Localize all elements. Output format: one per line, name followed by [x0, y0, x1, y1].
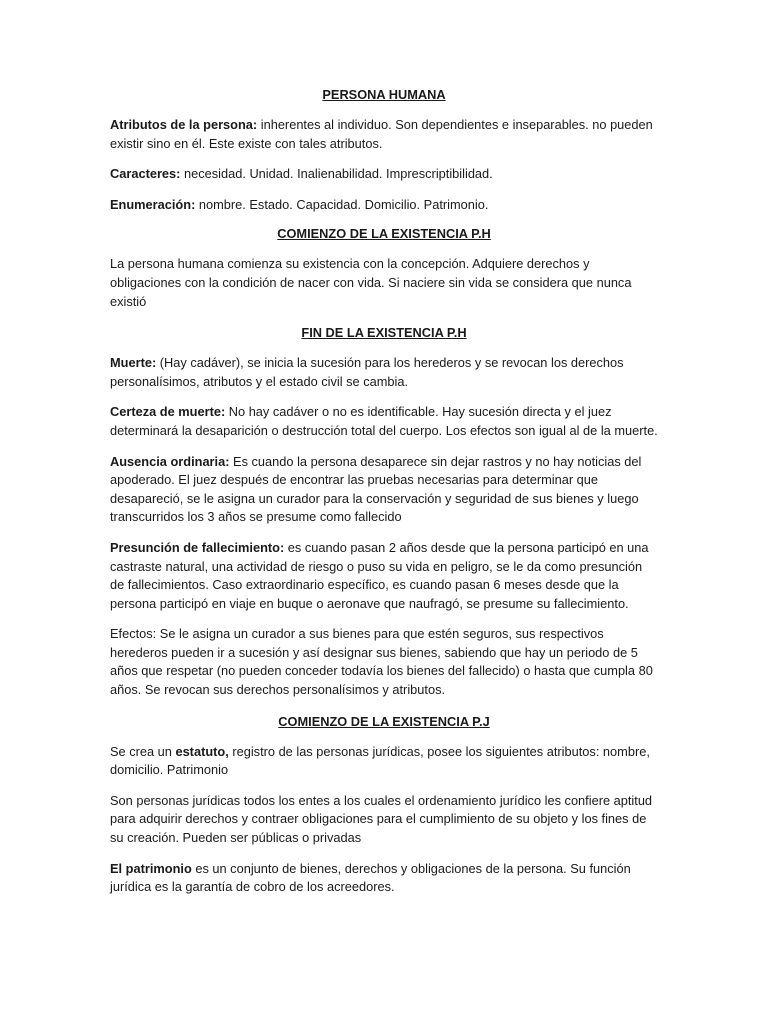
paragraph-patrimonio — [110, 860, 658, 897]
term-caracteres: Caracteres: — [110, 166, 181, 182]
term-presuncion: Presunción de fallecimiento: — [110, 539, 285, 555]
term-ausencia: Ausencia ordinaria: — [110, 453, 230, 469]
term-certeza: Certeza de muerte: — [110, 404, 226, 420]
paragraph-ausencia — [110, 453, 658, 527]
text-ausencia: Es cuando la persona desaparece sin dejar rastros y no hay noticias del apoderado. El juez después de encontrar las pruebas necesarias para determinar que desapareció, se le asigna un curador para la conservación y seguridad de sus bienes y luego transcurridos los 3 años se presume como fallecido — [110, 453, 642, 525]
heading-persona-humana: PERSONA HUMANA — [322, 87, 446, 102]
text-certeza: No hay cadáver o no es identificable. Hay sucesión directa y el juez determinará la desaparición o destrucción total del cuerpo. Los efectos son igual al de la muerte. — [110, 404, 658, 438]
heading-fin-ph: FIN DE LA EXISTENCIA P.H — [301, 325, 467, 341]
text-presuncion: es cuando pasan 2 años desde que la persona participó en una castraste natural, una actividad de riesgo o puso su vida en peligro, se le da como presunción de fallecimientos. Caso extraordinario específico, es cuando pasan 6 meses desde que la persona participó en viaje en buque o aeronave que naufragó, se presume su fallecimiento. — [110, 539, 649, 611]
paragraph-comienzo-ph: La persona humana comienza su existencia con la concepción. Adquiere derechos y obligaciones con la condición de nacer con vida. Si naciere sin vida se considera que nunca existió — [110, 256, 632, 309]
paragraph-estatuto — [110, 743, 658, 780]
term-estatuto: estatuto, — [175, 743, 229, 759]
text-estatuto-post: registro de las personas jurídicas, posee los siguientes atributos: nombre, domicilio. Patrimonio — [110, 743, 650, 778]
paragraph-caracteres — [110, 165, 658, 184]
term-patrimonio: El patrimonio — [110, 860, 192, 876]
heading-comienzo-pj: COMIENZO DE LA EXISTENCIA P.J — [278, 713, 490, 729]
paragraph-presuncion — [110, 539, 658, 613]
text-enumeracion: nombre. Estado. Capacidad. Domicilio. Patrimonio. — [195, 196, 489, 212]
paragraph-certeza — [110, 403, 658, 440]
text-patrimonio: es un conjunto de bienes, derechos y obligaciones de la persona. Su función jurídica es la garantía de cobro de los acreedores. — [110, 860, 631, 895]
paragraph-enumeracion — [110, 196, 658, 215]
paragraph-muerte — [110, 354, 658, 391]
term-muerte: Muerte: — [110, 355, 157, 371]
text-estatuto-pre: Se crea un — [110, 743, 176, 759]
term-enumeracion: Enumeración: — [110, 196, 196, 212]
text-caracteres: necesidad. Unidad. Inalienabilidad. Imprescriptibilidad. — [180, 166, 493, 182]
paragraph-personas-juridicas: Son personas jurídicas todos los entes a los cuales el ordenamiento jurídico les confiere aptitud para adquirir derechos y contraer obligaciones para el cumplimiento de su objeto y los fines de su creación. Pueden ser públicas o privadas — [110, 792, 653, 846]
term-atributos: Atributos de la persona: — [110, 117, 258, 132]
paragraph-efectos: Efectos: Se le asigna un curador a sus bienes para que estén seguros, sus respectivos herederos pueden ir a sucesión y así designar sus bienes, sabiendo que hay un periodo de 5 años que respetar (no pueden conceder todavía los bienes del fallecido) o hasta que cumpla 80 años. Se revocan sus derechos personalísimos y atributos. — [110, 626, 653, 698]
text-atributos: inherentes al individuo. Son dependientes e inseparables. no pueden existir sino en él. Este existe con tales atributos. — [110, 117, 653, 151]
text-muerte: (Hay cadáver), se inicia la sucesión para los herederos y se revocan los derechos personalísimos, atributos y el estado civil se cambia. — [110, 355, 624, 389]
paragraph-atributos — [110, 116, 658, 153]
heading-comienzo-ph: COMIENZO DE LA EXISTENCIA P.H — [277, 226, 491, 242]
